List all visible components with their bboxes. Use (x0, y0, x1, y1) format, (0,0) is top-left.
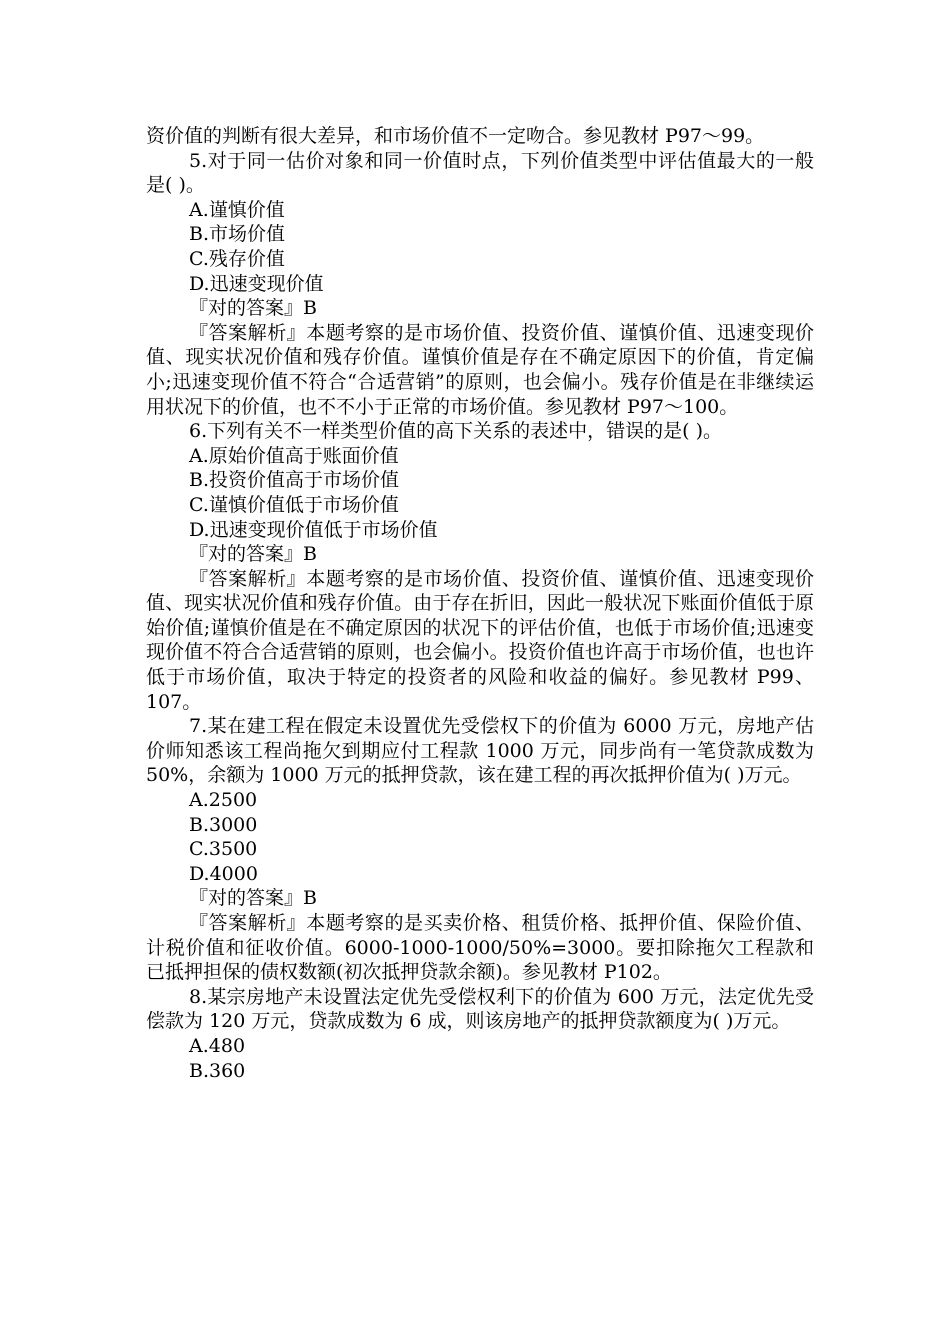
paragraph-continuation: 资价值的判断有很大差异，和市场价值不一定吻合。参见教材 P97～99。 (146, 125, 765, 147)
option-a: A.谨慎价值 (189, 198, 285, 221)
option-d: D.迅速变现价值低于市场价值 (189, 518, 438, 541)
option-a: A.原始价值高于账面价值 (189, 444, 399, 467)
option-d: D.迅速变现价值 (189, 272, 324, 295)
correct-answer: 『对的答案』B (189, 887, 317, 910)
answer-analysis: 『答案解析』本题考察的是买卖价格、租赁价格、抵押价值、保险价值、计税价值和征收价值。6000-1000-1000/50%=3000。要扣除拖欠工程款和已抵押担保的债权数额(初次抵押贷款余额)。参见教材 P102。 (146, 912, 814, 984)
option-b: B.3000 (189, 813, 258, 836)
option-d: D.4000 (189, 862, 258, 885)
correct-answer: 『对的答案』B (189, 543, 317, 566)
question-8: 8.某宗房地产未设置法定优先受偿权利下的价值为 600 万元，法定优先受偿款为 120 万元，贷款成数为 6 成，则该房地产的抵押贷款额度为( )万元。 (146, 985, 814, 1033)
option-c: C.残存价值 (189, 247, 285, 270)
option-b: B.投资价值高于市场价值 (189, 469, 400, 492)
correct-answer: 『对的答案』B (189, 297, 317, 320)
option-a: A.480 (189, 1034, 246, 1057)
option-b: B.市场价值 (189, 223, 286, 246)
option-a: A.2500 (189, 789, 258, 812)
option-b: B.360 (189, 1059, 246, 1082)
answer-analysis: 『答案解析』本题考察的是市场价值、投资价值、谨慎价值、迅速变现价值、现实状况价值和残存价值。谨慎价值是存在不确定原因下的价值，肯定偏小;迅速变现价值不符合“合适营销”的原则，也会偏小。残存价值是在非继续运用状况下的价值，也不不小于正常的市场价值。参见教材 P97～100。 (146, 321, 814, 418)
document-page (146, 124, 814, 1083)
answer-analysis: 『答案解析』本题考察的是市场价值、投资价值、谨慎价值、迅速变现价值、现实状况价值和残存价值。由于存在折旧，因此一般状况下账面价值低于原始价值;谨慎价值是在不确定原因的状况下的评估价值，也低于市场价值;迅速变现价值不符合合适营销的原则，也会偏小。投资价值也许高于市场价值，也也许低于市场价值，取决于特定的投资者的风险和收益的偏好。参见教材 P99、107。 (146, 567, 814, 713)
option-c: C.谨慎价值低于市场价值 (189, 493, 399, 516)
option-c: C.3500 (189, 838, 258, 861)
question-6: 6.下列有关不一样类型价值的高下关系的表述中，错误的是( )。 (189, 420, 722, 443)
question-5: 5.对于同一估价对象和同一价值时点，下列价值类型中评估值最大的一般是( )。 (146, 149, 814, 197)
question-7: 7.某在建工程在假定未设置优先受偿权下的价值为 6000 万元，房地产估价师知悉该工程尚拖欠到期应付工程款 1000 万元，同步尚有一笔贷款成数为 50%，余额为 1000 万元的抵押贷款，该在建工程的再次抵押价值为( )万元。 (146, 715, 814, 787)
